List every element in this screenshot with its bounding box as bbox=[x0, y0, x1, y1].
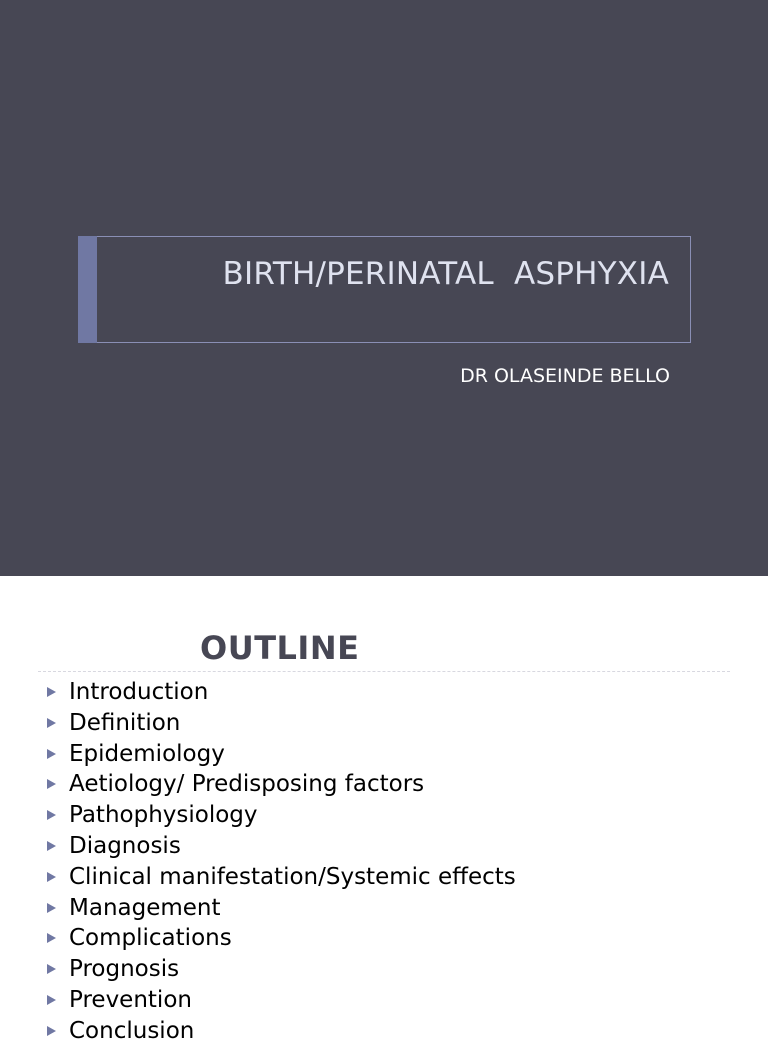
triangle-bullet-icon bbox=[47, 718, 56, 728]
list-item-text: Diagnosis bbox=[69, 832, 181, 859]
heading-divider bbox=[38, 671, 730, 672]
triangle-bullet-icon bbox=[47, 810, 56, 820]
list-item bbox=[0, 769, 768, 800]
list-item-text: Introduction bbox=[69, 679, 209, 705]
triangle-bullet-icon bbox=[47, 1026, 56, 1036]
triangle-bullet-icon bbox=[47, 872, 56, 882]
list-item bbox=[0, 739, 768, 770]
list-item bbox=[0, 677, 768, 708]
slide-title: BIRTH/PERINATAL ASPHYXIA bbox=[222, 256, 669, 292]
slide-subtitle: DR OLASEINDE BELLO bbox=[460, 365, 670, 387]
list-item-text: Clinical manifestation/Systemic effects bbox=[69, 863, 516, 890]
outline-heading: OUTLINE bbox=[200, 629, 360, 667]
list-item bbox=[0, 954, 768, 985]
list-item-text: Management bbox=[69, 894, 221, 921]
list-item bbox=[0, 862, 768, 893]
title-accent-bar bbox=[78, 236, 97, 343]
list-item-text: Pathophysiology bbox=[69, 802, 258, 829]
title-box bbox=[78, 236, 691, 343]
list-item-text: Aetiology/ Predisposing factors bbox=[69, 771, 425, 798]
list-item-text: Conclusion bbox=[69, 1017, 195, 1044]
list-item bbox=[0, 1016, 768, 1047]
triangle-bullet-icon bbox=[47, 995, 56, 1005]
triangle-bullet-icon bbox=[47, 779, 56, 789]
list-item-text: Prevention bbox=[69, 986, 192, 1013]
triangle-bullet-icon bbox=[47, 841, 56, 851]
list-item-text: Definition bbox=[69, 709, 181, 736]
outline-list bbox=[0, 677, 768, 1047]
list-item bbox=[0, 893, 768, 924]
list-item bbox=[0, 923, 768, 954]
list-item bbox=[0, 831, 768, 862]
list-item bbox=[0, 800, 768, 831]
triangle-bullet-icon bbox=[47, 964, 56, 974]
list-item-text: Complications bbox=[69, 925, 232, 952]
outline-slide bbox=[0, 576, 768, 1044]
list-item-text: Prognosis bbox=[69, 956, 180, 983]
triangle-bullet-icon bbox=[47, 903, 56, 913]
triangle-bullet-icon bbox=[47, 749, 56, 759]
list-item bbox=[0, 708, 768, 739]
list-item bbox=[0, 985, 768, 1016]
triangle-bullet-icon bbox=[47, 933, 56, 943]
triangle-bullet-icon bbox=[47, 687, 56, 697]
list-item-text: Epidemiology bbox=[69, 740, 225, 767]
